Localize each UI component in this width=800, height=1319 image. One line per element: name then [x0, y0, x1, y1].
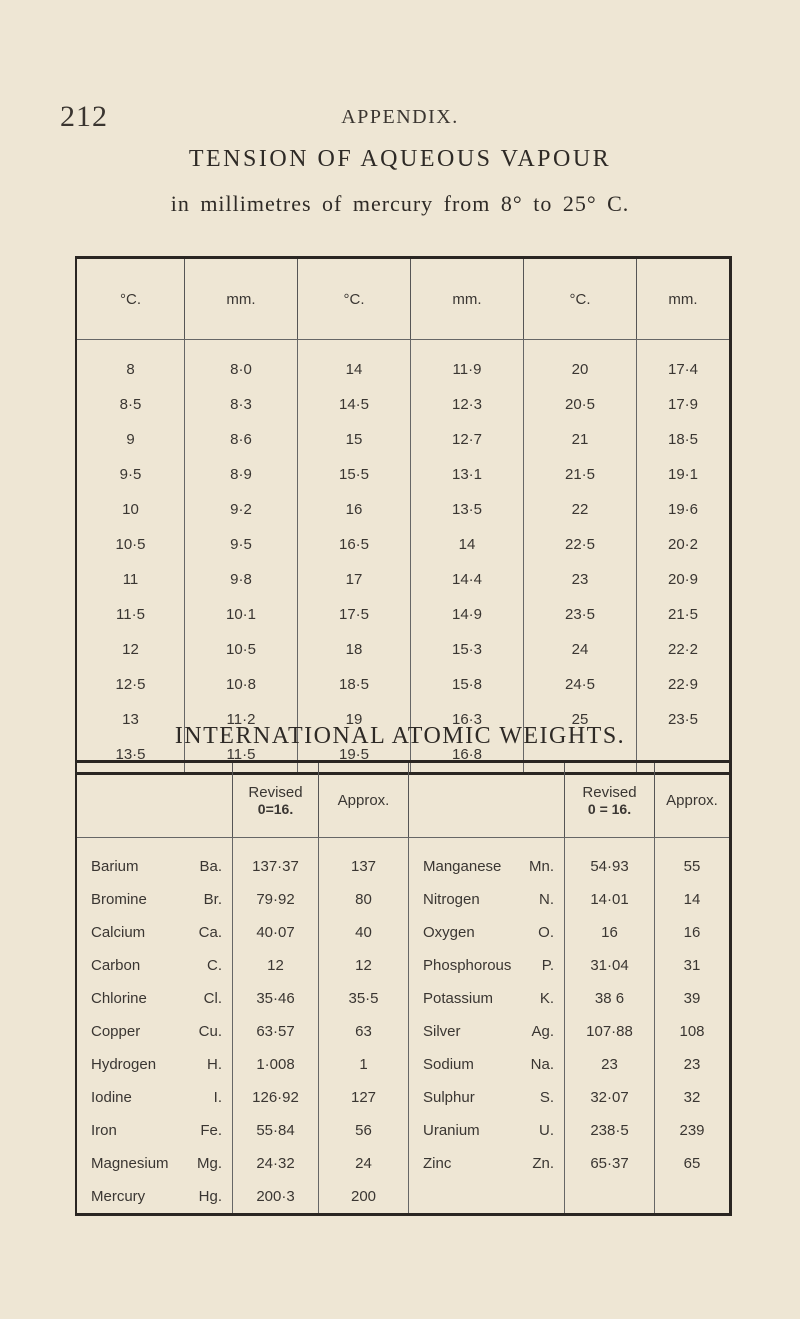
element-cell	[76, 1048, 233, 1081]
mm-cell: 17·4	[667, 361, 699, 378]
celsius-cell: 9	[76, 422, 185, 457]
revised-weight-cell: 126·92	[233, 1081, 319, 1114]
atomic-weights-title: INTERNATIONAL ATOMIC WEIGHTS.	[174, 723, 626, 749]
approx-weight-cell: 14	[683, 891, 701, 908]
element-symbol: Fe.	[200, 1122, 222, 1139]
celsius-cell: 15·5	[298, 457, 411, 492]
atomic-row	[76, 916, 731, 949]
element-name: Sodium	[423, 1056, 474, 1073]
revised-weight-cell: 31·04	[565, 949, 655, 982]
vapour-table-subtitle: in millimetres of mercury from 8° to 25° C.	[170, 191, 630, 216]
element-cell	[76, 1147, 233, 1180]
atomic-row	[76, 1015, 731, 1048]
element-cell	[409, 916, 565, 949]
atomic-row	[76, 1048, 731, 1081]
vapour-row	[76, 457, 731, 492]
mm-cell: 22·9	[667, 676, 699, 693]
celsius-cell: 10·5	[76, 527, 185, 562]
vapour-table-title: TENSION OF AQUEOUS VAPOUR	[188, 146, 612, 172]
revised-weight-cell: 200·3	[233, 1180, 319, 1215]
element-cell	[409, 883, 565, 916]
mm-cell: 9·2	[185, 492, 298, 527]
element-symbol: P.	[541, 957, 554, 974]
mm-cell: 13·5	[411, 492, 524, 527]
celsius-cell: 22·5	[524, 527, 637, 562]
celsius-cell: 11	[76, 562, 185, 597]
revised-weight-cell: 55·84	[233, 1114, 319, 1147]
celsius-cell: 10	[76, 492, 185, 527]
element-cell	[409, 1114, 565, 1147]
approx-weight-cell: 108	[679, 1023, 705, 1040]
header-mm: mm.	[411, 258, 524, 340]
celsius-cell: 8	[76, 340, 185, 388]
approx-weight-cell: 239	[679, 1122, 705, 1139]
celsius-cell: 21·5	[524, 457, 637, 492]
element-symbol: O.	[538, 924, 554, 941]
approx-weight-cell: 65	[683, 1155, 701, 1172]
celsius-cell: 23·5	[524, 597, 637, 632]
celsius-cell: 14·5	[298, 387, 411, 422]
mm-cell: 18·5	[667, 431, 699, 448]
revised-weight-cell	[565, 1180, 655, 1215]
element-cell	[76, 883, 233, 916]
header-celsius: °C.	[524, 258, 637, 340]
celsius-cell: 23	[524, 562, 637, 597]
element-cell	[76, 916, 233, 949]
approx-weight-cell: 63	[319, 1015, 409, 1048]
mm-cell: 12·3	[411, 387, 524, 422]
element-symbol: H.	[207, 1056, 222, 1073]
approx-weight-cell: 56	[319, 1114, 409, 1147]
celsius-cell: 17·5	[298, 597, 411, 632]
header-mm: mm.	[637, 258, 731, 340]
atomic-row	[76, 982, 731, 1015]
approx-weight-cell: 80	[319, 883, 409, 916]
element-cell	[409, 838, 565, 884]
approx-weight-cell: 24	[319, 1147, 409, 1180]
celsius-cell: 19	[298, 702, 411, 737]
element-name: Calcium	[91, 924, 146, 941]
mm-cell: 8·3	[185, 387, 298, 422]
celsius-cell: 20	[524, 340, 637, 388]
mm-cell: 23·5	[667, 711, 699, 728]
celsius-cell: 24	[524, 632, 637, 667]
element-symbol: Mn.	[528, 858, 554, 875]
running-head: APPENDIX.	[341, 106, 459, 128]
header-approx-left: Approx.	[319, 762, 409, 838]
celsius-cell: 21	[524, 422, 637, 457]
approx-weight-cell: 39	[683, 990, 701, 1007]
mm-cell: 8·9	[185, 457, 298, 492]
mm-cell: 9·8	[185, 562, 298, 597]
element-cell	[409, 1081, 565, 1114]
mm-cell: 8·6	[185, 422, 298, 457]
approx-weight-cell: 31	[683, 957, 701, 974]
mm-cell: 20·2	[667, 536, 699, 553]
revised-weight-cell: 65·37	[565, 1147, 655, 1180]
mm-cell: 19·1	[667, 466, 699, 483]
header-revised-basis: 0 = 16.	[587, 800, 632, 817]
revised-weight-cell: 40·07	[233, 916, 319, 949]
celsius-cell: 9·5	[76, 457, 185, 492]
celsius-cell: 12	[76, 632, 185, 667]
celsius-cell: 25	[524, 702, 637, 737]
atomic-row	[76, 838, 731, 884]
celsius-cell: 24·5	[524, 667, 637, 702]
celsius-cell: 12·5	[76, 667, 185, 702]
header-approx-right: Approx.	[655, 762, 731, 838]
element-name: Iodine	[91, 1089, 132, 1106]
element-name: Hydrogen	[91, 1056, 157, 1073]
celsius-cell: 16	[298, 492, 411, 527]
element-cell	[76, 1114, 233, 1147]
header-mm: mm.	[185, 258, 298, 340]
element-symbol: Ag.	[531, 1023, 554, 1040]
atomic-row	[76, 1147, 731, 1180]
header-revised-right	[565, 762, 655, 838]
element-name: Chlorine	[91, 990, 147, 1007]
vapour-row	[76, 667, 731, 702]
mm-cell: 16·3	[411, 702, 524, 737]
header-element-right	[409, 762, 565, 838]
mm-cell: 15·8	[411, 667, 524, 702]
vapour-header-row	[76, 258, 731, 340]
element-symbol: Ca.	[198, 924, 222, 941]
element-cell	[76, 1015, 233, 1048]
mm-cell: 11·5	[185, 737, 298, 774]
revised-weight-cell: 38 6	[565, 982, 655, 1015]
approx-weight-cell: 23	[683, 1056, 701, 1073]
celsius-cell: 16·5	[298, 527, 411, 562]
approx-weight-cell: 55	[683, 858, 701, 875]
atomic-header-row	[76, 762, 731, 838]
header-revised-label: Revised	[582, 783, 637, 801]
mm-cell: 16·8	[411, 737, 524, 774]
celsius-cell: 19·5	[298, 737, 411, 774]
celsius-cell: 13	[76, 702, 185, 737]
approx-weight-cell: 200	[319, 1180, 409, 1215]
vapour-row	[76, 340, 731, 388]
revised-weight-cell: 63·57	[233, 1015, 319, 1048]
revised-weight-cell: 23	[565, 1048, 655, 1081]
revised-weight-cell: 107·88	[565, 1015, 655, 1048]
element-cell	[76, 838, 233, 884]
element-cell	[409, 1015, 565, 1048]
revised-weight-cell: 35·46	[233, 982, 319, 1015]
vapour-row	[76, 492, 731, 527]
approx-weight-cell: 32	[683, 1089, 701, 1106]
revised-weight-cell: 79·92	[233, 883, 319, 916]
celsius-cell: 20·5	[524, 387, 637, 422]
header-celsius: °C.	[76, 258, 185, 340]
mm-cell: 11·9	[411, 340, 524, 388]
element-symbol: U.	[539, 1122, 554, 1139]
atomic-row	[76, 1114, 731, 1147]
mm-cell: 19·6	[667, 501, 699, 518]
element-name: Barium	[91, 858, 139, 875]
celsius-cell: 13·5	[76, 737, 185, 774]
header-element-left	[76, 762, 233, 838]
mm-cell: 22·2	[667, 641, 699, 658]
element-cell	[409, 949, 565, 982]
element-name: Mercury	[91, 1188, 146, 1205]
approx-weight-cell	[655, 1180, 731, 1215]
revised-weight-cell: 32·07	[565, 1081, 655, 1114]
element-name: Oxygen	[423, 924, 475, 941]
element-symbol: Ba.	[199, 858, 222, 875]
header-revised-label: Revised	[248, 783, 303, 801]
approx-weight-cell: 16	[683, 924, 701, 941]
element-symbol: N.	[539, 891, 554, 908]
element-cell	[409, 1048, 565, 1081]
element-symbol: Cl.	[203, 990, 222, 1007]
element-symbol: Br.	[203, 891, 222, 908]
element-cell	[76, 1180, 233, 1215]
mm-cell: 9·5	[185, 527, 298, 562]
revised-weight-cell: 1·008	[233, 1048, 319, 1081]
element-name: Iron	[91, 1122, 117, 1139]
element-name: Copper	[91, 1023, 141, 1040]
celsius-cell: 18·5	[298, 667, 411, 702]
atomic-weights-table	[75, 760, 732, 1216]
vapour-row	[76, 632, 731, 667]
element-cell	[76, 982, 233, 1015]
approx-weight-cell: 1	[319, 1048, 409, 1081]
celsius-cell: 15	[298, 422, 411, 457]
mm-cell: 14	[411, 527, 524, 562]
mm-cell: 13·1	[411, 457, 524, 492]
approx-weight-cell: 137	[319, 838, 409, 884]
mm-cell: 12·7	[411, 422, 524, 457]
element-name: Magnesium	[91, 1155, 169, 1172]
element-name: Sulphur	[423, 1089, 475, 1106]
vapour-row	[76, 527, 731, 562]
atomic-row	[76, 1180, 731, 1215]
revised-weight-cell: 12	[233, 949, 319, 982]
element-name: Potassium	[423, 990, 494, 1007]
vapour-row	[76, 422, 731, 457]
element-symbol: Zn.	[532, 1155, 554, 1172]
celsius-cell: 22	[524, 492, 637, 527]
element-name: Phosphorous	[423, 957, 512, 974]
revised-weight-cell: 14·01	[565, 883, 655, 916]
element-cell	[409, 1147, 565, 1180]
mm-cell: 11·2	[185, 702, 298, 737]
element-name: Bromine	[91, 891, 147, 908]
element-cell	[409, 1180, 565, 1215]
revised-weight-cell: 238·5	[565, 1114, 655, 1147]
celsius-cell: 8·5	[76, 387, 185, 422]
vapour-row	[76, 597, 731, 632]
celsius-cell: 18	[298, 632, 411, 667]
celsius-cell: 11·5	[76, 597, 185, 632]
element-name: Manganese	[423, 858, 502, 875]
vapour-row	[76, 387, 731, 422]
page-number: 212	[60, 100, 108, 133]
element-name: Silver	[423, 1023, 461, 1040]
approx-weight-cell: 40	[319, 916, 409, 949]
mm-cell: 10·5	[185, 632, 298, 667]
mm-cell: 17·9	[667, 396, 699, 413]
mm-cell: 20·9	[667, 571, 699, 588]
element-name: Nitrogen	[423, 891, 480, 908]
revised-weight-cell: 137·37	[233, 838, 319, 884]
vapour-row	[76, 562, 731, 597]
approx-weight-cell: 35·5	[319, 982, 409, 1015]
element-symbol: C.	[207, 957, 222, 974]
revised-weight-cell: 16	[565, 916, 655, 949]
header-revised-left	[233, 762, 319, 838]
mm-cell: 21·5	[667, 606, 699, 623]
header-celsius: °C.	[298, 258, 411, 340]
atomic-row	[76, 949, 731, 982]
element-symbol: S.	[539, 1089, 554, 1106]
mm-cell: 10·8	[185, 667, 298, 702]
mm-cell: 10·1	[185, 597, 298, 632]
revised-weight-cell: 54·93	[565, 838, 655, 884]
element-symbol: Na.	[530, 1056, 554, 1073]
mm-cell: 14·9	[411, 597, 524, 632]
mm-cell: 15·3	[411, 632, 524, 667]
mm-cell: 14·4	[411, 562, 524, 597]
element-cell	[76, 949, 233, 982]
element-symbol: Cu.	[198, 1023, 222, 1040]
element-symbol: Mg.	[196, 1155, 222, 1172]
revised-weight-cell: 24·32	[233, 1147, 319, 1180]
element-symbol: K.	[539, 990, 554, 1007]
vapour-tension-table	[75, 256, 732, 775]
element-name: Uranium	[423, 1122, 480, 1139]
celsius-cell: 14	[298, 340, 411, 388]
atomic-row	[76, 1081, 731, 1114]
celsius-cell: 17	[298, 562, 411, 597]
element-cell	[409, 982, 565, 1015]
element-cell	[76, 1081, 233, 1114]
approx-weight-cell: 12	[319, 949, 409, 982]
atomic-row	[76, 883, 731, 916]
element-symbol: Hg.	[198, 1188, 222, 1205]
element-symbol: I.	[213, 1089, 222, 1106]
header-revised-basis: 0=16.	[257, 800, 294, 817]
element-name: Zinc	[423, 1155, 452, 1172]
approx-weight-cell: 127	[319, 1081, 409, 1114]
mm-cell: 8·0	[185, 340, 298, 388]
element-name: Carbon	[91, 957, 141, 974]
